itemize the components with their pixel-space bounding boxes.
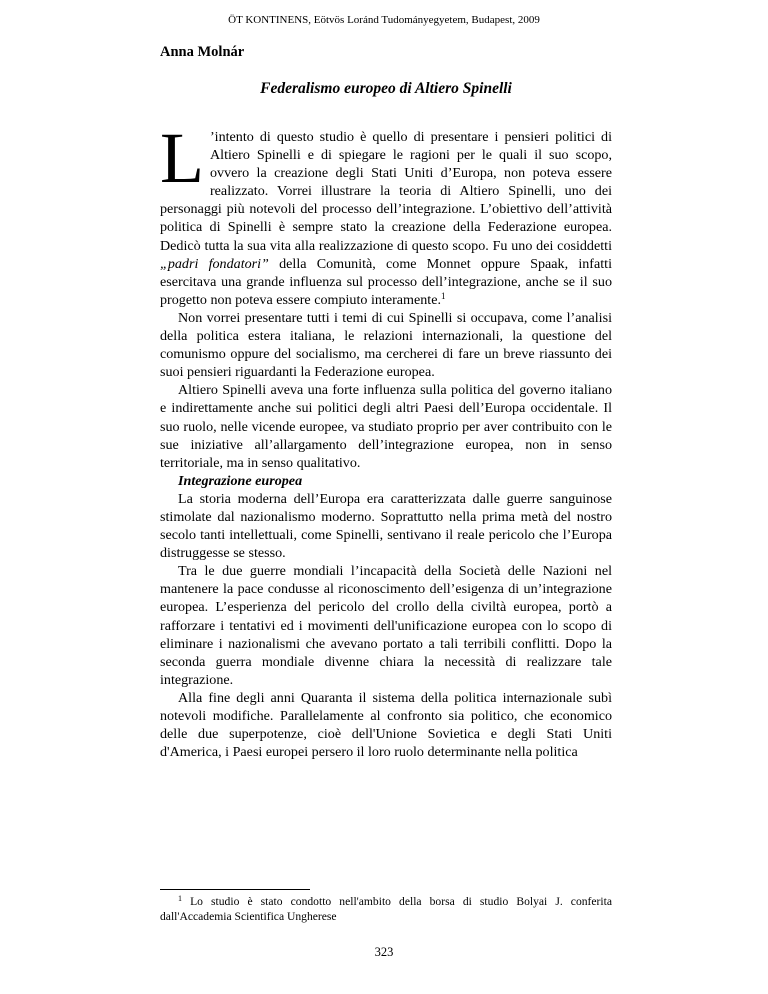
footnote: [160, 894, 612, 924]
footnote-marker: 1: [178, 894, 182, 903]
paragraph-3: Altiero Spinelli aveva una forte influenza sulla politica del governo italiano e indirettamente anche sui politici degli altri Paesi dell’Europa occidentale. Il suo ruolo, nelle vicende europee, va studiato proprio per aver contribuito con le sue iniziative all’allargamento dell’integrazione europea, non in senso territoriale, ma in senso qualitativo.: [160, 382, 612, 471]
drop-cap: L: [160, 118, 204, 198]
paragraph-6: Alla fine degli anni Quaranta il sistema della politica internazionale subì notevoli modifiche. Parallelamente al confronto sia politico, che economico delle due superpotenze, cioè dell'Unione Sovietica e degli Stati Uniti d'America, i Paesi europei persero il loro ruolo determinante nella politica: [160, 689, 612, 761]
article-title: Federalismo europeo di Altiero Spinelli: [260, 80, 512, 97]
paragraph-5: Tra le due guerre mondiali l’incapacità della Società delle Nazioni nel mantenere la pace condusse al riconoscimento dell’esigenza di un’integrazione europea. L’esperienza del pericolo del crollo della civiltà europea, portò a rafforzare i tentativi ed i movimenti dell'unificazione europea con lo scopo di eliminare i nazionalismi che avevano portato a tali terribili conflitti. Dopo la seconda guerra mondiale divenne chiara la necessità di realizzare tale integrazione.: [160, 563, 612, 688]
paragraph-1-text-a: ’intento di questo studio è quello di presentare i pensieri politici di Altiero Spinelli e di spiegare le ragioni per le quali il suo scopo, ovvero la creazione degli Stati Uniti d’Europa, non poteva essere realizzato. Vorrei illustrare la teoria di Altiero Spinelli, uno dei personaggi più notevoli del processo dell’integrazione. L’obiettivo dell’attività politica di Spinelli è sempre stato la creazione della Federazione europea. Dedicò tutta la sua vita alla realizzazione di questo scopo. Fu uno dei cosiddetti: [160, 129, 612, 254]
author-name: Anna Molnár: [160, 44, 245, 60]
section-heading: Integrazione europea: [178, 472, 303, 489]
article-body: [160, 118, 612, 761]
paragraph-4: La storia moderna dell’Europa era caratterizzata dalle guerre sanguinose stimolate dal nazionalismo moderno. Soprattutto nella prima metà del nostro secolo tanti intellettuali, come Spinelli, sentivano il reale pericolo che l’Europa distruggesse se stesso.: [160, 490, 612, 562]
footnote-divider: [160, 889, 310, 890]
footnote-text: Lo studio è stato condotto nell'ambito della borsa di studio Bolyai J. conferita dall'Accademia Scientifica Ungherese: [160, 895, 612, 923]
paragraph-1-italic: „padri fondatori”: [160, 255, 269, 272]
paragraph-1: [160, 118, 612, 309]
paragraph-2: Non vorrei presentare tutti i temi di cui Spinelli si occupava, come l’analisi della politica estera italiana, le relazioni internazionali, la questione del comunismo oppure del socialismo, ma cercherei di fare un breve riassunto dei suoi pensieri riguardanti la Federazione europea.: [160, 309, 612, 381]
running-header: ÖT KONTINENS, Eötvös Loránd Tudományegyetem, Budapest, 2009: [228, 14, 540, 26]
footnote-reference[interactable]: 1: [441, 290, 446, 301]
paragraph-1-text-b: della Comunità, come Monnet oppure Spaak, infatti esercitava una grande influenza sul processo dell’integrazione, anche se il suo progetto non poteva essere compiuto interamente.: [160, 255, 612, 308]
page-number: 323: [374, 945, 394, 959]
